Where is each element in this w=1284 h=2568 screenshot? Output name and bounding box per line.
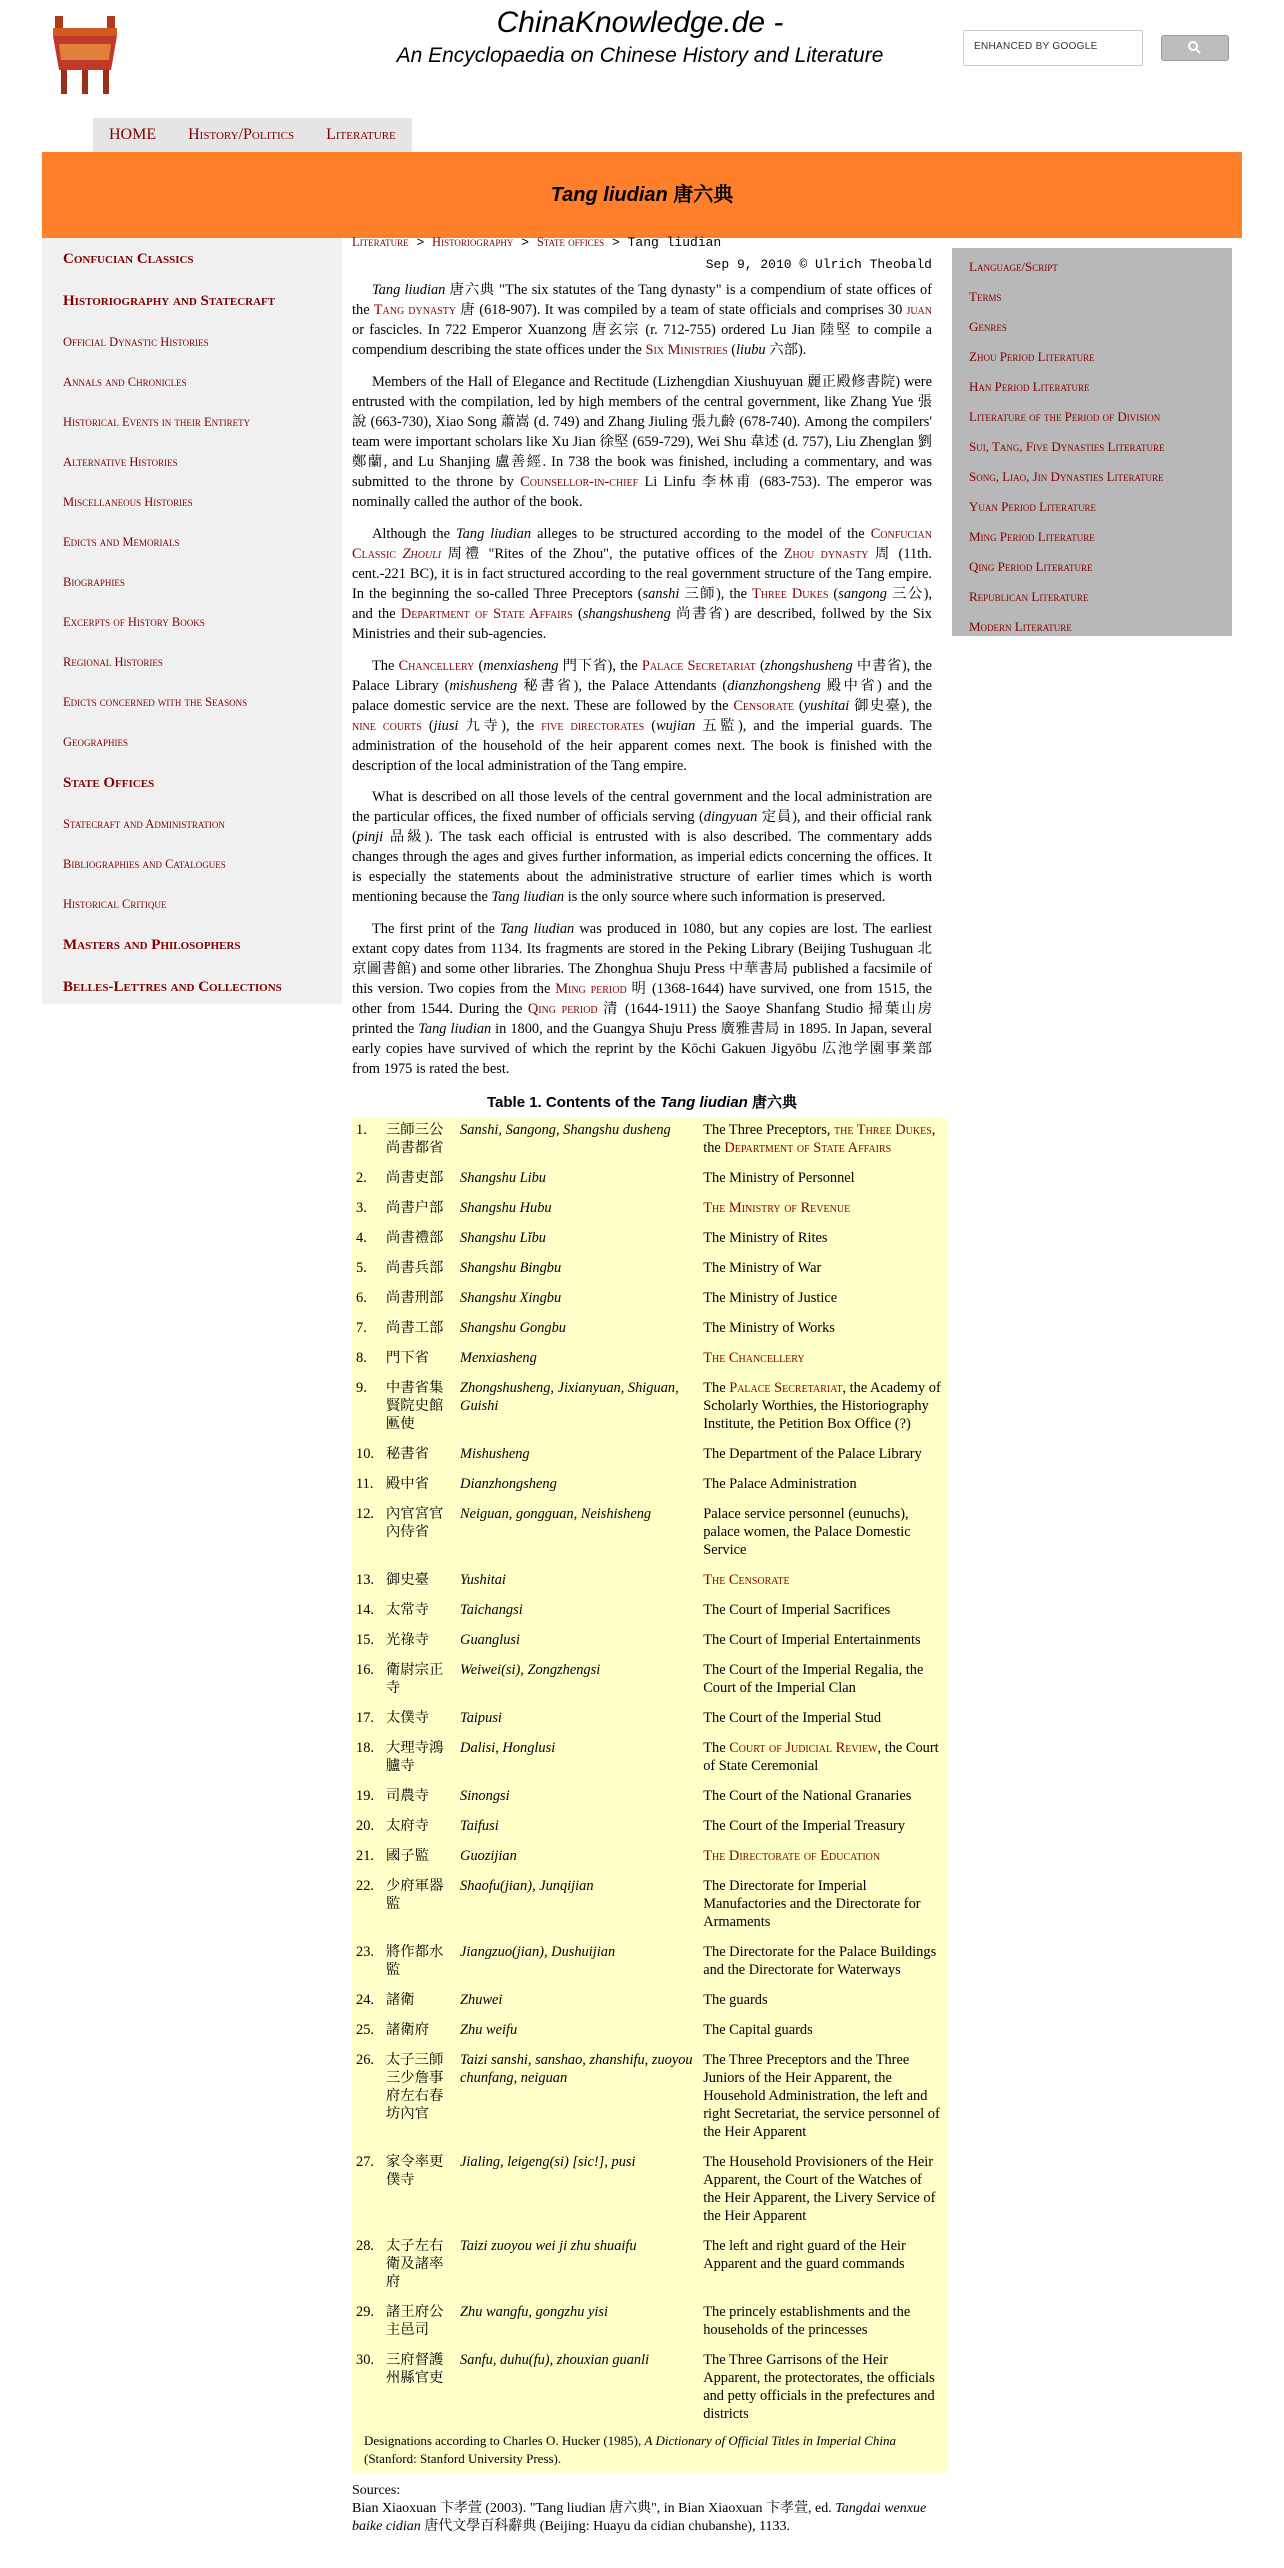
table-cell-n: 9. [356,1380,367,1396]
article-link[interactable]: The Censorate [703,1572,790,1588]
table-cell-n: 11. [356,1476,374,1492]
table-cell-n: 15. [356,1632,374,1648]
table-row [352,2150,947,2234]
table-cell-zh: 太子左右衛及諸率府 [385,2238,444,2290]
table-cell-n: 12. [356,1506,374,1522]
article-paragraph: The first print of the Tang liudian was produced in 1080, but any copies are lost. The earliest extant copy dates from 1134. Its fragments are stored in the Peking Library (Beijing Tushuguan 北京圖書館) and some other libraries. The Zhonghua Shuju Press 中華書局 published a facsimile of this version. Two copies from the Ming period 明 (1368-1644) have survived, one from 1515, the other from 1544. During the Qing period 清 (1644-1911) the Saoye Shanfang Studio 掃葉山房 printed the Tang liudian in 1800, and the Guangya Shuju Press 廣雅書局 in 1895. In Japan, several early copies have survived of which the reprint by the Kōchi Gakuen Jigyōbu 広池学園事業部 from 1975 is rated the best. [352,921,932,1077]
table-cell-n: 27. [356,2154,374,2170]
genre-item-terms[interactable]: Terms [969,289,1002,304]
table-cell-n: 2. [356,1170,367,1186]
table-cell-n: 29. [356,2304,374,2320]
table-cell-n: 10. [356,1446,374,1462]
table-cell-zh: 尚書兵部 [385,1260,444,1276]
table-cell-zh: 三府督護州縣官吏 [385,2352,444,2386]
table-cell-py: Yushitai [460,1572,506,1588]
breadcrumb-sep: > [408,235,433,250]
table-cell-zh: 諸衛 [385,1992,415,2008]
table-cell-en: The Palace Secretariat, the Academy of Scholarly Worthies, the Historiography Institute, the Petition Box Office (?) [703,1380,941,1432]
table-row [352,1814,947,1844]
table-cell-zh: 太僕寺 [385,1710,430,1726]
table-row [352,2018,947,2048]
table-cell-n: 23. [356,1944,374,1960]
article-link[interactable]: Confucian Classic [352,526,932,562]
article-link[interactable]: Department of State Affairs [724,1140,892,1156]
table-row [352,1568,947,1598]
table-cell-zh: 御史臺 [385,1572,430,1588]
table-cell-en: The Three Preceptors and the Three Juniors of the Heir Apparent, the Household Administration, the left and right Secretariat, the service personnel of the Heir Apparent [703,2052,940,2140]
table-cell-py: Guanglusi [460,1632,521,1648]
genre-item-literature-of-the-period-of-division[interactable]: Literature of the Period of Division [969,409,1161,424]
table-row [352,1442,947,1472]
table-cell-py: Jiangzuo(jian), Dushuijian [460,1944,616,1960]
genre-item-modern-literature[interactable]: Modern Literature [969,619,1072,634]
table-cell-n: 22. [356,1878,374,1894]
table-cell-en: The Directorate for Imperial Manufactories and the Directorate for Armaments [703,1878,921,1930]
table-cell-en: The Court of Judicial Review, the Court of State Ceremonial [703,1740,939,1774]
table-cell-py: Taizi zuoyou wei ji zhu shuaifu [460,2238,637,2254]
table-cell-py: Menxiasheng [460,1350,537,1366]
main-content [352,232,941,2536]
table-row [352,1706,947,1736]
table-cell-n: 4. [356,1230,367,1246]
table-row [352,1658,947,1706]
table-cell-en: The Department of the Palace Library [703,1446,922,1462]
table-cell-py: Sanfu, duhu(fu), zhouxian guanli [460,2352,650,2368]
breadcrumb-link[interactable]: Literature [352,235,409,249]
table-row [352,1844,947,1874]
table-row [352,1784,947,1814]
table-cell-en: The Ministry of Personnel [703,1170,855,1186]
table-cell-zh: 太子三師三少詹事府左右春坊內官 [385,2052,444,2122]
article-link[interactable]: Qing period [527,1001,598,1017]
topnav-item-home[interactable]: HOME [109,126,157,143]
page-title: Tang liudian 唐六典 [550,184,734,206]
table-cell-zh: 秘書省 [385,1446,430,1462]
topnav-item-literature[interactable]: Literature [326,126,396,143]
table-cell-en: The Ministry of War [703,1260,822,1276]
topnav-item-history-politics[interactable]: History/Politics [188,126,295,143]
search-button[interactable] [1161,35,1229,61]
sidebar-item-bibliographies-and-catalogues[interactable]: Bibliographies and Catalogues [63,857,226,871]
right-sidebar [952,248,1232,636]
table-cell-py: Taipusi [460,1710,502,1726]
sidebar-item-masters-and-philosophers[interactable]: Masters and Philosophers [63,937,241,953]
table-note: Designations according to Charles O. Hucker (1985), A Dictionary of Official Titles in Imperial China (Stanford: Stanford University Press). [352,2428,947,2474]
table-cell-n: 13. [356,1572,374,1588]
sources-text: Bian Xiaoxuan 卞孝萱 (2003). "Tang liudian 唐六典", in Bian Xiaoxuan 卞孝萱, ed. Tangdai wenxue baike cidian 唐代文學百科辭典 (Beijing: Huayu da cidian chubanshe), 1133. [352,2501,927,2534]
table-cell-zh: 家令率更僕寺 [385,2154,444,2188]
table-cell-zh: 諸王府公主邑司 [385,2304,444,2338]
table-cell-en: The princely establishments and the households of the princesses [703,2304,911,2338]
article-link[interactable]: nine courts [352,718,422,734]
breadcrumb-sep: > [513,235,537,250]
table-cell-zh: 尚書户部 [385,1200,444,1216]
table-cell-en: The Court of the Imperial Treasury [703,1818,906,1834]
article-paragraph: Although the Tang liudian alleges to be structured according to the model of the Confucian Classic Zhouli 周禮 "Rites of the Zhou", the putative offices of the Zhou dynasty 周 (11th. cent.-221 BC), it is in fact structured according to the real government structure of the Tang empire. In the beginning the so-called Three Preceptors (sanshi 三師), the Three Dukes (sangong 三公), and the Department of State Affairs (shangshusheng 尚書省) are described, follwed by the Six Ministries and their sub-agencies. [352,526,933,642]
table-cell-zh: 諸衛府 [385,2022,430,2038]
article-link[interactable]: Three Dukes [751,586,829,602]
article-body [352,280,932,1079]
table-cell-py: Jialing, leigeng(si) [sic!], pusi [460,2154,636,2170]
page-title-banner [42,152,1242,238]
article-paragraph: What is described on all those levels of the central government and the local administration are the particular offices, the fixed number of officials serving (dingyuan 定員), and their official rank (pinji 品級). The task each official is entrusted with is also described. The commentary adds changes through the ages and gives further information, as imperial edicts concerning the offices. It is especially the statements about the administrative structure of earlier times which is worth mentioning because the Tang liudian is the only source where such information is preserved. [352,789,932,905]
top-navigation [93,118,412,152]
table-cell-py: Taichangsi [460,1602,523,1618]
table-row [352,1196,947,1226]
table-cell-py: Guozijian [460,1848,517,1864]
table-cell-zh: 光祿寺 [385,1632,430,1648]
site-title: ChinaKnowledge.de - [496,6,784,39]
table-cell-py: Zhuwei [460,1992,503,2008]
table-cell-en: The Ministry of Rites [703,1230,828,1246]
table-cell-n: 21. [356,1848,374,1864]
search-input[interactable] [963,30,1143,66]
sidebar-item-regional-histories[interactable]: Regional Histories [63,655,163,669]
table-row [352,1736,947,1784]
site-logo[interactable] [49,14,121,98]
table-cell-zh: 將作都水監 [385,1944,444,1978]
sidebar-item-belles-lettres-and-collections[interactable]: Belles-Lettres and Collections [63,979,282,995]
table-row [352,1376,947,1442]
table-cell-zh: 衛尉宗正寺 [385,1662,444,1696]
article-link[interactable]: The Chancellery [703,1350,805,1366]
table-row [352,1988,947,2018]
article-link[interactable]: Tang dynasty [373,302,457,318]
table-cell-zh: 大理寺鴻臚寺 [385,1740,444,1774]
table-cell-en: The Three Preceptors, the Three Dukes, the Department of State Affairs [703,1122,936,1156]
breadcrumb [352,232,932,253]
article-link[interactable]: Six Ministries [645,342,728,358]
table-cell-zh: 門下省 [385,1350,430,1366]
table-row [352,1346,947,1376]
genre-item-qing-period-literature[interactable]: Qing Period Literature [969,559,1093,574]
article-link[interactable]: The Directorate of Education [703,1848,881,1864]
sidebar-item-miscellaneous-histories[interactable]: Miscellaneous Histories [63,495,193,509]
table-cell-n: 8. [356,1350,367,1366]
table-cell-n: 20. [356,1818,374,1834]
table-cell-py: Shangshu Hubu [460,1200,552,1216]
breadcrumb-current: Tang liudian [627,235,722,250]
article-link[interactable]: Palace Secretariat [641,658,756,674]
table-cell-n: 30. [356,2352,374,2368]
table-row [352,1940,947,1988]
table-cell-zh: 尚書工部 [385,1320,444,1336]
article-link[interactable]: Zhouli [402,546,442,562]
article-link[interactable]: Ming period [555,981,627,997]
table-cell-en: The Court of the National Granaries [703,1788,912,1804]
genre-item-genres[interactable]: Genres [969,319,1007,334]
table-cell-zh: 殿中省 [385,1476,430,1492]
table-cell-zh: 太府寺 [385,1818,430,1834]
table-row [352,1472,947,1502]
genre-item-yuan-period-literature[interactable]: Yuan Period Literature [969,499,1097,514]
table-cell-zh: 國子監 [385,1848,430,1864]
sidebar-item-statecraft-and-administration[interactable]: Statecraft and Administration [63,817,225,831]
table-cell-en: The Court of the Imperial Regalia, the Court of the Imperial Clan [703,1662,924,1696]
article-link[interactable]: Court of Judicial Review [729,1740,878,1756]
table-cell-en: The Ministry of Justice [703,1290,838,1306]
table-cell-py: Shangshu Gongbu [460,1320,566,1336]
article-paragraph: Members of the Hall of Elegance and Rectitude (Lizhengdian Xiushuyuan 麗正殿修書院) were entrusted with the compilation, led by high members of the central government, like Zhang Yue 張說 (663-730), Xiao Song 蕭嵩 (d. 749) and Zhang Jiuling 張九齡 (678-740). Among the compilers' team were important scholars like Xu Jian 徐堅 (659-729), Wei Shu 韋述 (d. 757), Liu Zhenglan 劉鄭蘭, and Lu Shanjing 盧善經. In 738 the book was finished, including a commentary, and was submitted to the throne by Counsellor-in-chief Li Linfu 李林甫 (683-753). The emperor was nominally called the author of the book. [352,374,932,510]
sidebar-item-historical-events-in-their-entirety[interactable]: Historical Events in their Entirety [63,415,251,429]
table-cell-py: Shaofu(jian), Junqijian [460,1878,594,1894]
genre-item-song-liao-jin-dynasties-literature[interactable]: Song, Liao, Jin Dynasties Literature [969,469,1164,484]
contents-table [352,1118,947,2432]
sidebar-item-historical-critique[interactable]: Historical Critique [63,897,167,911]
table-cell-en: Palace service personnel (eunuchs), palace women, the Palace Domestic Service [703,1506,911,1558]
table-cell-n: 26. [356,2052,374,2068]
table-cell-zh: 太常寺 [385,1602,430,1618]
sidebar-item-biographies[interactable]: Biographies [63,575,125,589]
table-row [352,1502,947,1568]
article-link[interactable]: Palace Secretariat [729,1380,843,1396]
article-paragraph: The Chancellery (menxiasheng 門下省), the Palace Secretariat (zhongshusheng 中書省), the Palace Library (mishusheng 秘書省), the Palace Attendants (dianzhongsheng 殿中省) and the palace domestic service are the next. These are followed by the Censorate (yushitai 御史臺), the nine courts (jiusi 九寺), the five directorates (wujian 五監), and the imperial guards. The administration of the household of the heir apparent comes next. The book is finished with the description of the local administration of the Tang empire. [352,658,933,774]
table-row [352,1628,947,1658]
table-cell-en: The Court of Imperial Entertainments [703,1632,921,1648]
table-cell-zh: 內官宮官內侍省 [385,1506,444,1540]
table-cell-en [699,1844,947,1874]
table-cell-n: 25. [356,2022,374,2038]
article-link[interactable]: Censorate [733,698,795,714]
table-cell-n: 3. [356,1200,367,1216]
table-cell-zh: 尚書刑部 [385,1290,444,1306]
breadcrumb-sep: > [604,235,628,250]
table-cell-py: Zhu weifu [460,2022,518,2038]
genre-item-republican-literature[interactable]: Republican Literature [969,589,1089,604]
article-link[interactable]: five directorates [541,718,645,734]
table-cell-py: Sinongsi [460,1788,510,1804]
table-row [352,1118,947,1166]
table-title: Table 1. Contents of the Tang liudian 唐六典 [486,1094,798,1111]
table-cell-py: Neiguan, gongguan, Neishisheng [460,1506,652,1522]
table-cell-n: 19. [356,1788,374,1804]
table-row [352,1256,947,1286]
table-cell-n: 17. [356,1710,374,1726]
table-cell-zh: 三師三公尚書都省 [385,1122,444,1156]
table-row [352,1286,947,1316]
table-cell-py: Dalisi, Honglusi [460,1740,556,1756]
table-cell-zh: 中書省集賢院史館匭使 [385,1380,444,1432]
table-cell-en: The Court of Imperial Sacrifices [703,1602,891,1618]
left-sidebar [42,238,342,1004]
article-link[interactable]: the Three Dukes [834,1122,932,1138]
breadcrumb-link[interactable]: State offices [536,235,605,249]
date-line: Sep 9, 2010 © Ulrich Theobald [705,257,932,272]
article-link[interactable]: Department of State Affairs [400,606,573,622]
table-cell-en: The Directorate for the Palace Buildings and the Directorate for Waterways [703,1944,937,1978]
sidebar-item-edicts-and-memorials[interactable]: Edicts and Memorials [63,535,180,549]
article-link[interactable]: Counsellor-in-chief [520,474,639,490]
genre-item-sui-tang-five-dynasties-literature[interactable]: Sui, Tang, Five Dynasties Literature [969,439,1165,454]
table-cell-py: Dianzhongsheng [460,1476,557,1492]
sidebar-item-annals-and-chronicles[interactable]: Annals and Chronicles [63,375,187,389]
table-cell-en: The Capital guards [703,2022,813,2038]
table-row [352,1316,947,1346]
table-cell-py: Mishusheng [460,1446,530,1462]
table-cell-en: The Ministry of Works [703,1320,835,1336]
table-cell-en: The Household Provisioners of the Heir Apparent, the Court of the Watches of the Heir Apparent, the Livery Service of the Heir Apparent [703,2154,936,2224]
table-row [352,1166,947,1196]
sidebar-item-geographies[interactable]: Geographies [63,735,129,749]
sidebar-item-edicts-concerned-with-the-seasons[interactable]: Edicts concerned with the Seasons [63,695,248,709]
table-cell-n: 24. [356,1992,374,2008]
table-cell-en: The Court of the Imperial Stud [703,1710,882,1726]
sources-label: Sources: [352,2483,401,2498]
article-link[interactable]: The Ministry of Revenue [703,1200,851,1216]
article-link[interactable]: Zhou dynasty [783,546,869,562]
table-cell-py: Zhu wangfu, gongzhu yisi [460,2304,608,2320]
article-link[interactable]: Chancellery [398,658,475,674]
table-cell-n: 6. [356,1290,367,1306]
table-cell-py: Shangshu Lǐbu [460,1230,547,1246]
table-cell-py: Weiwei(si), Zongzhengsi [460,1662,601,1678]
table-row [352,2234,947,2300]
table-cell-n: 1. [356,1122,367,1138]
table-cell-en: The Three Garrisons of the Heir Apparent, the protectorates, the officials and petty officials in the prefectures and districts [703,2352,935,2422]
table-cell-n: 5. [356,1260,367,1276]
table-cell-py: Taifusi [460,1818,499,1834]
table-cell-zh: 尚書吏部 [385,1170,444,1186]
table-cell-zh: 司農寺 [385,1788,430,1804]
table-cell-n: 16. [356,1662,374,1678]
site-subtitle: An Encyclopaedia on Chinese History and Literature [396,44,884,67]
sidebar-item-official-dynastic-histories[interactable]: Official Dynastic Histories [63,335,209,349]
table-cell-py: Shangshu Xingbu [460,1290,562,1306]
table-cell-py: Sanshi, Sangong, Shangshu dusheng [460,1122,671,1138]
genre-item-language-script[interactable]: Language/Script [969,259,1058,274]
table-cell-en [699,1568,947,1598]
table-cell-en: The guards [703,1992,768,2008]
table-row [352,2048,947,2150]
article-link[interactable]: juan [906,302,932,318]
table-cell-n: 18. [356,1740,374,1756]
article-paragraph: Tang liudian 唐六典 "The six statutes of the Tang dynasty" is a compendium of state offices of the Tang dynasty 唐 (618-907). It was compiled by a team of state officials and comprises 30 juan or fascicles. In 722 Emperor Xuanzong 唐玄宗 (r. 712-755) ordered Lu Jian 陸堅 to compile a compendium describing the state offices under the Six Ministries (liubu 六部). [352,282,932,358]
table-cell-en: The left and right guard of the Heir Apparent and the guard commands [703,2238,906,2272]
table-cell-en: The Palace Administration [703,1476,857,1492]
table-row [352,1598,947,1628]
sidebar-item-state-offices[interactable]: State Offices [63,775,155,791]
table-cell-py: Shangshu Bingbu [460,1260,562,1276]
sidebar-item-historiography-and-statecraft[interactable]: Historiography and Statecraft [63,293,276,309]
sources [352,2482,932,2536]
table-cell-en [699,1346,947,1376]
table-cell-n: 28. [356,2238,374,2254]
genre-item-ming-period-literature[interactable]: Ming Period Literature [969,529,1095,544]
table-row [352,2348,947,2432]
search-icon [1162,36,1228,60]
search-placeholder: ENHANCED BY GOOGLE [974,41,1098,52]
table-cell-py: Taizi sanshi, sanshao, zhanshifu, zuoyou chunfang, neiguan [460,2052,693,2086]
genre-item-han-period-literature[interactable]: Han Period Literature [969,379,1090,394]
table-cell-zh: 尚書禮部 [385,1230,444,1246]
table-cell-py: Shangshu Libu [460,1170,547,1186]
sidebar-item-alternative-histories[interactable]: Alternative Histories [63,455,178,469]
sidebar-item-confucian-classics[interactable]: Confucian Classics [63,251,194,267]
breadcrumb-link[interactable]: Historiography [432,235,514,249]
table-cell-en [699,1196,947,1226]
genre-item-zhou-period-literature[interactable]: Zhou Period Literature [969,349,1095,364]
table-row [352,1874,947,1940]
sidebar-item-excerpts-of-history-books[interactable]: Excerpts of History Books [63,615,205,629]
table-cell-n: 7. [356,1320,367,1336]
table-row [352,2300,947,2348]
table-cell-zh: 少府軍器監 [385,1878,444,1912]
table-cell-py: Zhongshusheng, Jixianyuan, Shiguan, Guishi [460,1380,679,1414]
bronze-ding-icon [49,14,121,98]
table-row [352,1226,947,1256]
table-cell-n: 14. [356,1602,374,1618]
